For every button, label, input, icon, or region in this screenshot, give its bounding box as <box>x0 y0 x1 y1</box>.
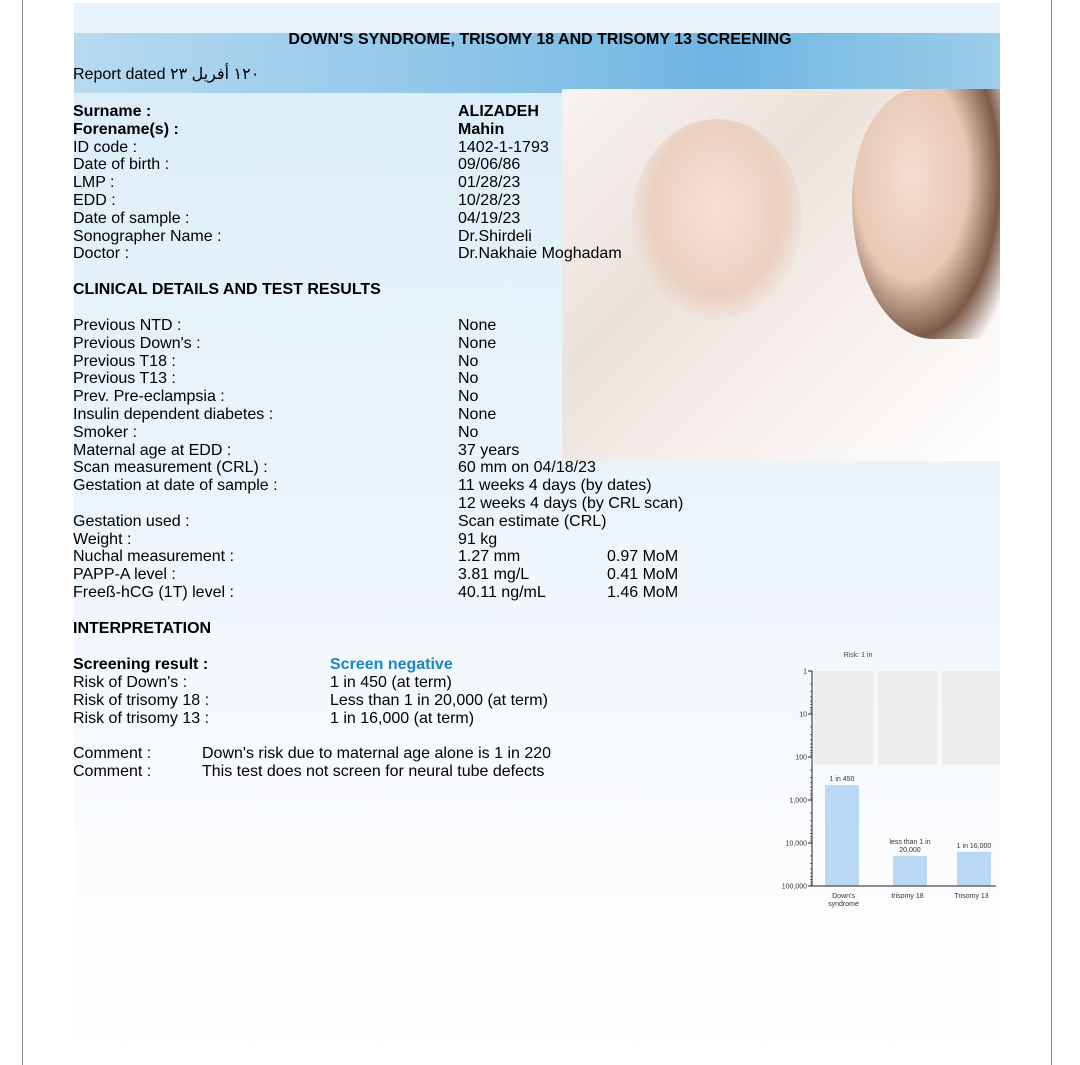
patient-label: EDD : <box>73 192 116 209</box>
patient-label: Sonographer Name : <box>73 227 222 245</box>
patient-value: 04/19/23 <box>458 209 521 227</box>
chart-risk-band <box>878 671 937 765</box>
report-title: DOWN'S SYNDROME, TRISOMY 18 AND TRISOMY 13 SCREENING <box>288 31 792 48</box>
chart-category-label: trisomy 18 <box>891 893 924 900</box>
interpretation-heading: INTERPRETATION <box>73 620 212 637</box>
clinical-label: Prev. Pre-eclampsia : <box>73 388 225 406</box>
clinical-value: None <box>458 334 497 352</box>
clinical-heading: CLINICAL DETAILS AND TEST RESULTS <box>73 281 381 298</box>
risk-label: Risk of Down's : <box>73 674 188 691</box>
clinical-value: No <box>458 423 479 441</box>
clinical-label: PAPP-A level : <box>73 566 176 584</box>
clinical-value: None <box>458 317 497 334</box>
chart-data-label: less than 1 in <box>889 838 931 846</box>
clinical-value: 37 years <box>458 441 520 459</box>
comment-text: This test does not screen for neural tube defects <box>202 762 545 780</box>
chart-risk-band <box>942 671 1000 765</box>
clinical-value: No <box>458 388 479 406</box>
comment-label: Comment : <box>73 745 152 762</box>
clinical-label: Previous T18 : <box>73 352 176 370</box>
chart-y-tick-label: 100 <box>795 754 807 762</box>
clinical-mom: 1.46 MoM <box>607 584 679 601</box>
header-strip <box>74 3 1000 33</box>
clinical-label: Insulin dependent diabetes : <box>73 406 274 423</box>
chart-y-tick-label: 10 <box>799 711 807 719</box>
patient-label: ID code : <box>73 138 138 156</box>
mother-baby-photo <box>562 89 1000 461</box>
clinical-label: Smoker : <box>73 423 138 441</box>
chart-y-tick-label: 1,000 <box>789 797 807 805</box>
clinical-label: Weight : <box>73 530 132 548</box>
clinical-label: Gestation at date of sample : <box>73 477 278 495</box>
chart-category-label: syndrome <box>828 901 859 908</box>
clinical-value: 12 weeks 4 days (by CRL scan) <box>458 495 684 512</box>
chart-y-tick-label: 100,000 <box>781 883 807 891</box>
patient-value: Dr.Shirdeli <box>458 227 532 245</box>
baby-figure <box>632 119 802 319</box>
chart-data-label: 1 in 16,000 <box>956 842 992 850</box>
patient-label: Doctor : <box>73 245 130 263</box>
chart-y-tick-label: 10,000 <box>785 840 807 848</box>
patient-label: Forename(s) : <box>73 120 179 138</box>
patient-value: Mahin <box>458 120 505 138</box>
patient-value: 09/06/86 <box>458 156 521 174</box>
clinical-value: No <box>458 370 479 388</box>
patient-value: Dr.Nakhaie Moghadam <box>458 245 622 263</box>
chart-bar <box>893 856 927 886</box>
page-border-right <box>1051 0 1052 1065</box>
chart-category-label: Trisomy 13 <box>954 893 989 900</box>
comment-text: Down's risk due to maternal age alone is 1 in 220 <box>202 745 552 762</box>
chart-data-label: 1 in 450 <box>829 776 855 784</box>
chart-category-label: Down's <box>832 893 855 900</box>
screening-result-label: Screening result : <box>73 656 209 673</box>
clinical-label: Maternal age at EDD : <box>73 441 232 459</box>
risk-label: Risk of trisomy 13 : <box>73 709 210 727</box>
clinical-label: Previous NTD : <box>73 317 182 334</box>
chart-risk-band <box>814 671 873 765</box>
clinical-value: No <box>458 352 479 370</box>
risk-bar-chart <box>770 645 1000 915</box>
patient-label: Date of birth : <box>73 156 170 174</box>
chart-data-label: 20,000 <box>899 846 921 854</box>
report-date: Report dated ١٢٠ أفريل ٢٣ <box>73 66 260 83</box>
clinical-label: Previous T13 : <box>73 370 176 388</box>
clinical-value: 60 mm on 04/18/23 <box>458 459 596 477</box>
clinical-label: Freeß-hCG (1T) level : <box>73 584 234 601</box>
clinical-label: Gestation used : <box>73 512 190 530</box>
risk-value: Less than 1 in 20,000 (at term) <box>330 691 548 709</box>
patient-value: 01/28/23 <box>458 174 521 192</box>
patient-label: Surname : <box>73 103 152 120</box>
clinical-label: Previous Down's : <box>73 334 201 352</box>
risk-value: 1 in 16,000 (at term) <box>330 709 475 727</box>
clinical-mom: 0.97 MoM <box>607 548 679 566</box>
screening-result-value: Screen negative <box>330 656 453 673</box>
chart-title: Risk: 1 in <box>843 652 873 659</box>
chart-bar <box>957 852 991 886</box>
patient-value: 1402-1-1793 <box>458 138 549 156</box>
chart-y-tick-label: 1 <box>803 668 807 676</box>
clinical-value: 11 weeks 4 days (by dates) <box>458 477 652 495</box>
chart-bar <box>825 785 859 886</box>
risk-value: 1 in 450 (at term) <box>330 674 452 691</box>
risk-label: Risk of trisomy 18 : <box>73 691 210 709</box>
clinical-value: Scan estimate (CRL) <box>458 512 607 530</box>
patient-value: 10/28/23 <box>458 192 521 209</box>
patient-label: LMP : <box>73 174 115 192</box>
clinical-label: Nuchal measurement : <box>73 548 234 566</box>
clinical-value: 3.81 mg/L <box>458 566 530 584</box>
clinical-label: Scan measurement (CRL) : <box>73 459 268 477</box>
clinical-value: 1.27 mm <box>458 548 521 566</box>
comment-label: Comment : <box>73 762 152 780</box>
page-border-left <box>22 0 23 1065</box>
clinical-mom: 0.41 MoM <box>607 566 679 584</box>
clinical-value: 40.11 ng/mL <box>458 584 546 601</box>
clinical-value: 91 kg <box>458 530 498 548</box>
clinical-value: None <box>458 406 497 423</box>
mother-figure <box>852 89 1000 339</box>
patient-label: Date of sample : <box>73 209 190 227</box>
patient-value: ALIZADEH <box>458 103 539 120</box>
